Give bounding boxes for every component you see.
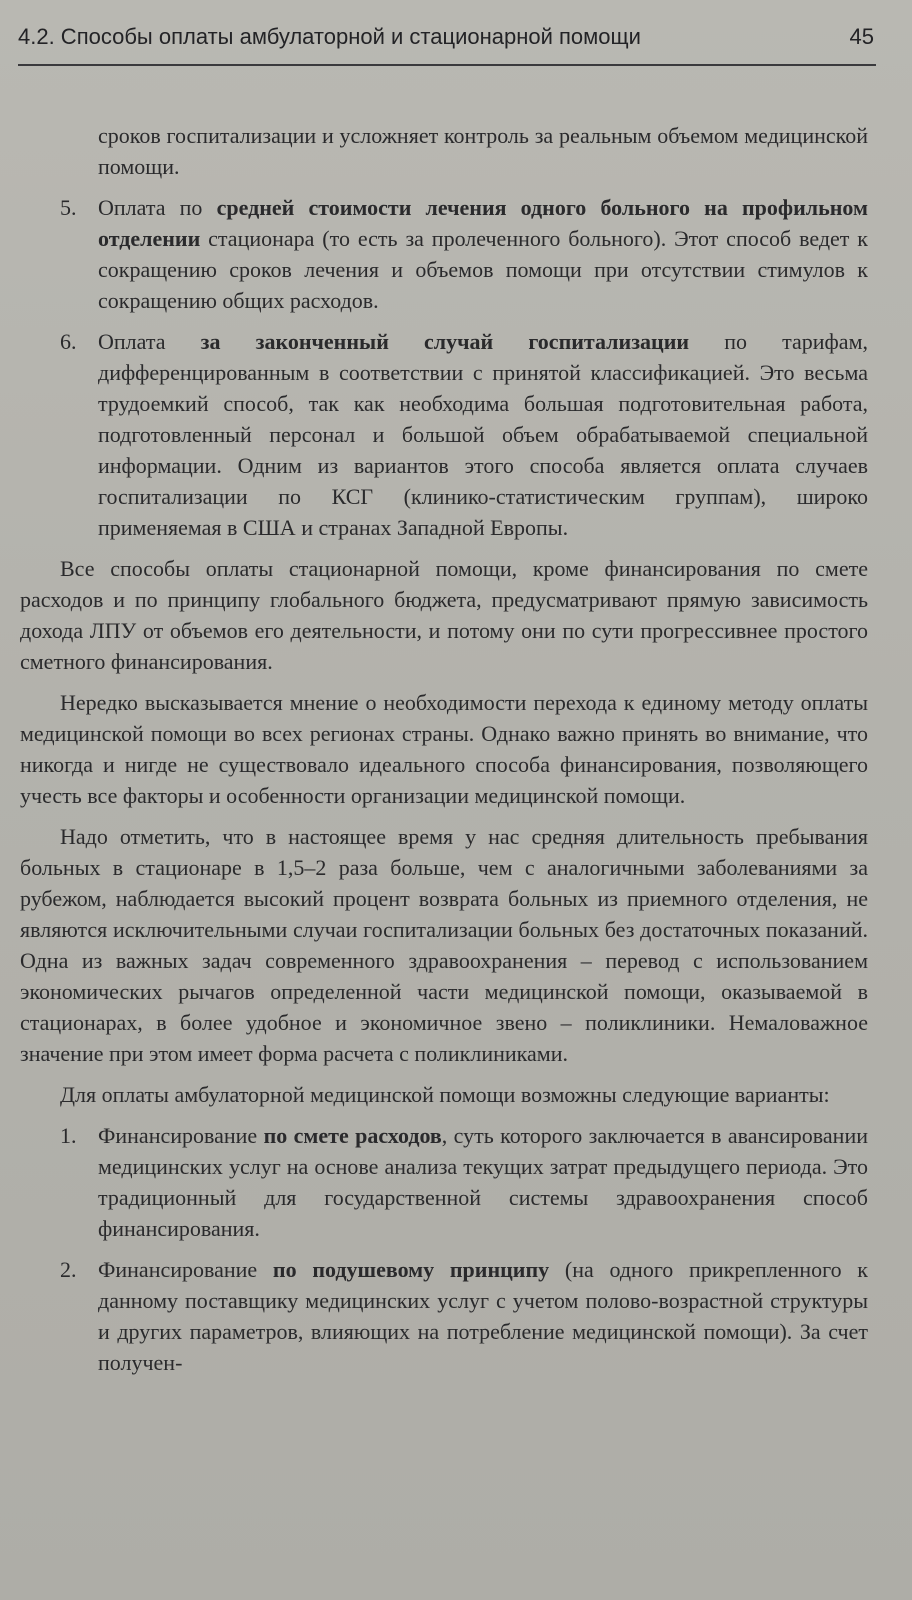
header-rule [18, 64, 876, 66]
item-text-pre: Оплата по [98, 195, 217, 220]
item-text-post: , суть которого заключается в авансировании медицинских услуг на основе анализа текущих затрат предыдущего периода. Это традиционный для государственной системы здравоохранения способ финансирования. [98, 1123, 868, 1241]
continuation-text: сроков госпитализации и усложняет контроль за реальным объемом медицинской помощи. [98, 123, 868, 179]
item-text-post: (на одного прикрепленного к данному поставщику медицинских услуг с учетом полово-возрастной структуры и других параметров, влияющих на потребление медицинской помощи). За счет получен- [98, 1257, 869, 1375]
paragraph-2: Нередко высказывается мнение о необходимости перехода к единому методу оплаты медицинской помощи во всех регионах страны. Однако важно принять во внимание, что никогда и нигде не существовало идеального способа финансирования, позволяющего учесть все факторы и особенности организации медицинской помощи. [20, 690, 868, 808]
body-text [20, 120, 868, 1378]
item-text-pre: Оплата [98, 329, 201, 354]
item-text-pre: Финансирование [98, 1257, 273, 1282]
list-item-1 [20, 1120, 868, 1244]
list-item-2 [20, 1254, 868, 1378]
section-title: 4.2. Способы оплаты амбулаторной и стационарной помощи [18, 24, 641, 49]
item-text-bold: средней стоимости лечения одного больного на профильном отделении [98, 195, 869, 251]
list-item-5 [20, 192, 868, 316]
item-text-post: стационара (то есть за пролеченного больного). Этот способ ведет к сокращению сроков лечения и объемов помощи при отсутствии стимулов к сокращению общих расходов. [98, 226, 868, 313]
item-text-bold: по смете расходов [263, 1123, 442, 1148]
list-number: 1. [60, 1123, 77, 1148]
item-text-bold: по подушевому принципу [272, 1257, 550, 1282]
running-header [18, 22, 874, 52]
item-text-pre: Финансирование [98, 1123, 264, 1148]
list-number: 2. [60, 1257, 77, 1282]
paragraph-1: Все способы оплаты стационарной помощи, кроме финансирования по смете расходов и по принципу глобального бюджета, предусматривают прямую зависимость дохода ЛПУ от объемов его деятельности, и потому они по сути прогрессивнее простого сметного финансирования. [20, 556, 868, 674]
page-number: 45 [849, 24, 874, 49]
paragraph-3: Надо отметить, что в настоящее время у нас средняя длительность пребывания больных в стационаре в 1,5–2 раза больше, чем с аналогичными заболеваниями за рубежом, наблюдается высокий процент возврата больных из приемного отделения, не являются исключительными случаи госпитализации больных без достаточных показаний. Одна из важных задач современного здравоохранения – перевод с использованием экономических рычагов определенной части медицинской помощи, оказываемой в стационарах, в более удобное и экономичное звено – поликлиники. Немаловажное значение при этом имеет форма расчета с поликлиниками. [20, 824, 868, 1066]
list-number: 5. [60, 195, 77, 220]
paragraph-4: Для оплаты амбулаторной медицинской помощи возможны следующие варианты: [60, 1082, 830, 1107]
item-text-post: по тарифам, дифференцированным в соответствии с принятой классификацией. Это весьма трудоемкий способ, так как необходима большая подготовительная работа, подготовленный персонал и большой объем обрабатываемой специальной информации. Одним из вариантов этого способа является оплата случаев госпитализации по КСГ (клинико-статистическим группам), широко применяемая в США и странах Западной Европы. [98, 329, 868, 540]
list-item-6 [20, 326, 868, 543]
list-number: 6. [60, 329, 77, 354]
item-text-bold: за законченный случай госпитализации [200, 329, 690, 354]
